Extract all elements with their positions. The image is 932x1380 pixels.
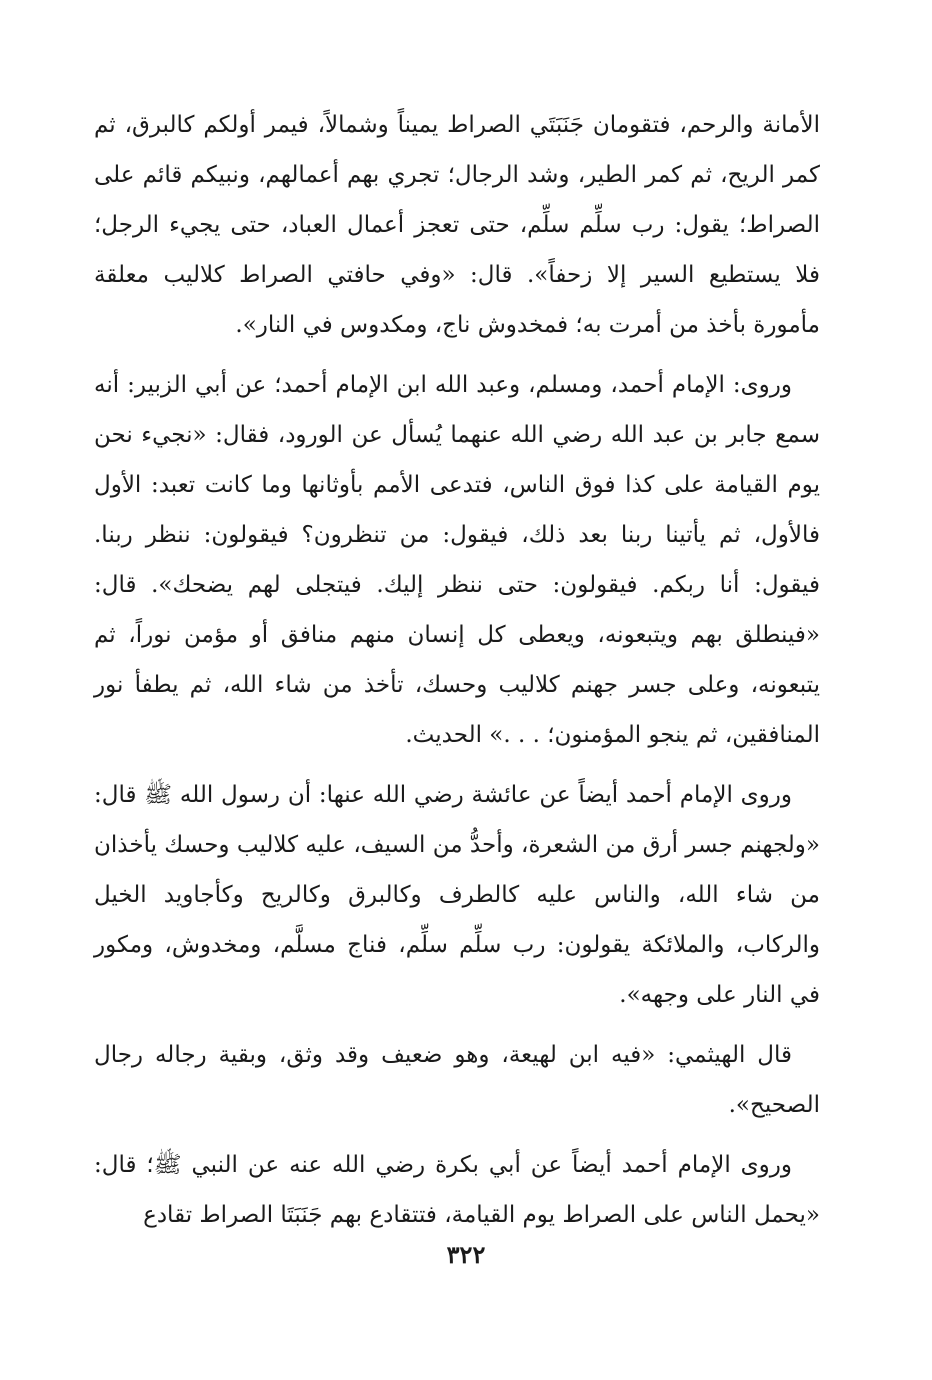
paragraph-abu-bakra-narration: وروى الإمام أحمد أيضاً عن أبي بكرة رضي الله عنه عن النبي ﷺ؛ قال: «يحمل الناس على الصراط يوم القيامة، فتتقادع بهم جَنَبَتَا الصراط تقادع	[94, 1152, 820, 1228]
page-number: ٣٢٢	[446, 1240, 486, 1269]
paragraph-jabir-narration: وروى: الإمام أحمد، ومسلم، وعبد الله ابن الإمام أحمد؛ عن أبي الزبير: أنه سمع جابر بن عبد الله رضي الله عنهما يُسأل عن الورود، فقال: «نجيء نحن يوم القيامة على كذا فوق الناس، فتدعى الأمم بأوثانها وما كانت تعبد: الأول فالأول، ثم يأتينا ربنا بعد ذلك، فيقول: من تنظرون؟ فيقولون: ننظر ربنا. فيقول: أنا ربكم. فيقولون: حتى ننظر إليك. فيتجلى لهم يضحك». قال: «فينطلق بهم ويتبعونه، ويعطى كل إنسان منهم منافق أو مؤمن نوراً، ثم يتبعونه، وعلى جسر جهنم كلاليب وحسك، تأخذ من شاء الله، ثم يطفأ نور المنافقين، ثم ينجو المؤمنون؛ . . .» الحديث.	[94, 372, 820, 748]
page-body	[94, 100, 820, 1240]
paragraph-aisha-narration: وروى الإمام أحمد أيضاً عن عائشة رضي الله عنها: أن رسول الله ﷺ قال: «ولجهنم جسر أرق من الشعرة، وأحدُّ من السيف، عليه كلاليب وحسك يأخذان من شاء الله، والناس عليه كالطرف وكالبرق وكالريح وكأجاويد الخيل والركاب، والملائكة يقولون: رب سلِّم سلِّم، فناج مسلَّم، ومخدوش، ومكور في النار على وجهه».	[94, 782, 820, 1008]
paragraph-haythami-comment: قال الهيثمي: «فيه ابن لهيعة، وهو ضعيف وقد وثق، وبقية رجاله رجال الصحيح».	[94, 1042, 820, 1118]
paragraph-continuation: الأمانة والرحم، فتقومان جَنَبَتَي الصراط يميناً وشمالاً، فيمر أولكم كالبرق، ثم كمر الريح، ثم كمر الطير، وشد الرجال؛ تجري بهم أعمالهم، ونبيكم قائم على الصراط؛ يقول: رب سلِّم سلِّم، حتى تعجز أعمال العباد، حتى يجيء الرجل؛ فلا يستطيع السير إلا زحفاً». قال: «وفي حافتي الصراط كلاليب معلقة مأمورة بأخذ من أمرت به؛ فمخدوش ناج، ومكدوس في النار».	[94, 112, 820, 338]
